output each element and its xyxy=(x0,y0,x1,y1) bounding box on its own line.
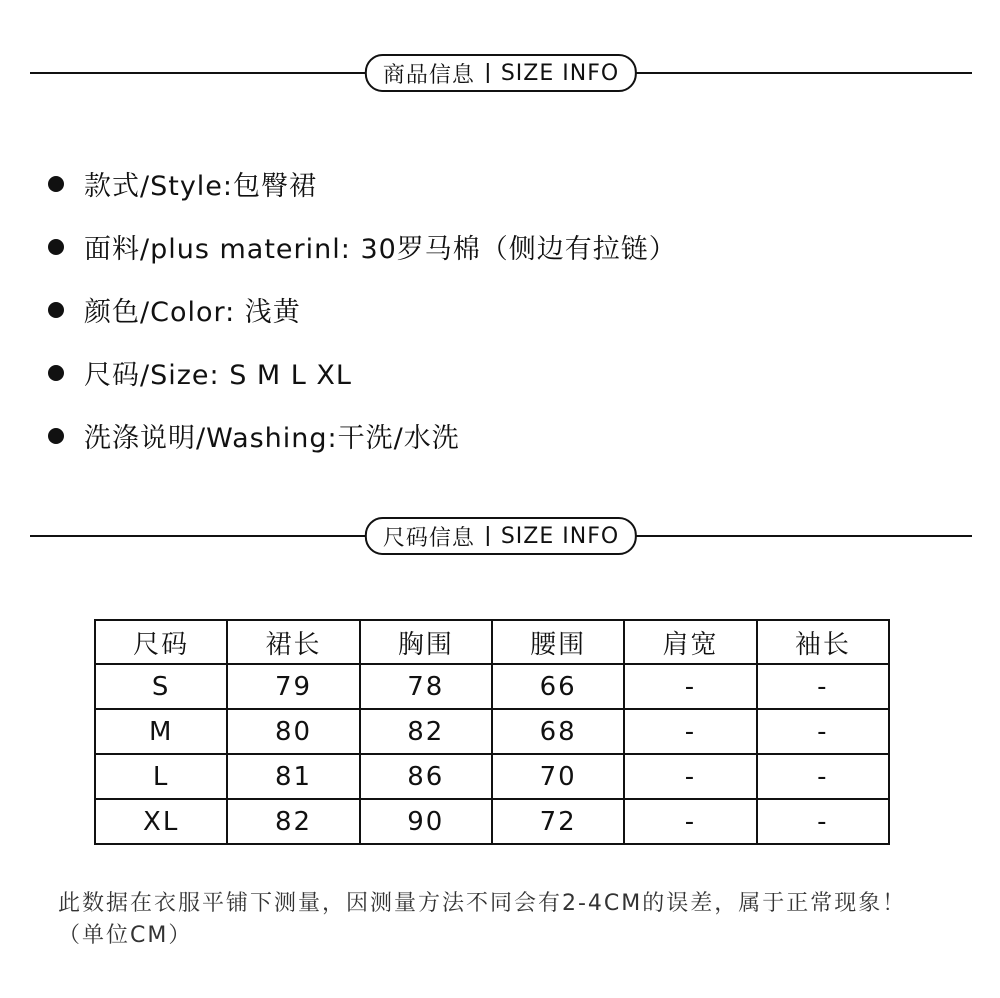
column-header-shoulder: 肩宽 xyxy=(624,620,756,664)
header-separator xyxy=(487,526,489,546)
table-cell: - xyxy=(624,754,756,799)
table-cell: 82 xyxy=(360,709,492,754)
table-cell: 70 xyxy=(492,754,624,799)
spec-size xyxy=(48,341,677,404)
header-title-en: SIZE INFO xyxy=(500,523,620,549)
table-cell: - xyxy=(624,664,756,709)
column-header-sleeve: 袖长 xyxy=(757,620,889,664)
product-info-header xyxy=(30,53,972,93)
spec-text: 洗涤说明/Washing:干洗/水洗 xyxy=(84,423,460,454)
table-header-row xyxy=(95,620,889,664)
spec-text: 尺码/Size: S M L XL xyxy=(84,360,352,391)
table-row xyxy=(95,709,889,754)
table-cell: - xyxy=(757,709,889,754)
table-cell: 68 xyxy=(492,709,624,754)
table-cell: 72 xyxy=(492,799,624,844)
column-header-waist: 腰围 xyxy=(492,620,624,664)
table-cell: L xyxy=(95,754,227,799)
header-separator xyxy=(487,63,489,83)
spec-washing xyxy=(48,404,677,467)
table-cell: 66 xyxy=(492,664,624,709)
header-pill xyxy=(365,517,637,555)
table-cell: S xyxy=(95,664,227,709)
table-cell: XL xyxy=(95,799,227,844)
table-cell: - xyxy=(757,664,889,709)
bullet-icon xyxy=(48,176,64,192)
table-cell: M xyxy=(95,709,227,754)
table-row xyxy=(95,799,889,844)
table-cell: 90 xyxy=(360,799,492,844)
column-header-skirt-length: 裙长 xyxy=(227,620,359,664)
header-title-en: SIZE INFO xyxy=(500,60,620,86)
column-header-size: 尺码 xyxy=(95,620,227,664)
product-spec-list xyxy=(48,152,677,467)
table-cell: - xyxy=(624,799,756,844)
header-title-zh: 商品信息 xyxy=(382,62,475,88)
table-cell: 82 xyxy=(227,799,359,844)
spec-color xyxy=(48,278,677,341)
table-cell: 86 xyxy=(360,754,492,799)
spec-text: 颜色/Color: 浅黄 xyxy=(84,297,301,328)
table-row xyxy=(95,664,889,709)
bullet-icon xyxy=(48,428,64,444)
spec-text: 面料/plus materinl: 30罗马棉（侧边有拉链） xyxy=(84,234,677,265)
bullet-icon xyxy=(48,302,64,318)
table-cell: 81 xyxy=(227,754,359,799)
table-cell: - xyxy=(757,754,889,799)
header-title-zh: 尺码信息 xyxy=(382,525,475,551)
column-header-bust: 胸围 xyxy=(360,620,492,664)
table-cell: 78 xyxy=(360,664,492,709)
table-cell: - xyxy=(624,709,756,754)
table-cell: 79 xyxy=(227,664,359,709)
spec-material xyxy=(48,215,677,278)
size-info-header xyxy=(30,516,972,556)
measurement-note: 此数据在衣服平铺下测量，因测量方法不同会有2-4CM的误差，属于正常现象！（单位CM） xyxy=(58,891,907,948)
size-table xyxy=(94,619,890,845)
spec-text: 款式/Style:包臀裙 xyxy=(84,171,318,202)
bullet-icon xyxy=(48,365,64,381)
bullet-icon xyxy=(48,239,64,255)
spec-style xyxy=(48,152,677,215)
table-cell: 80 xyxy=(227,709,359,754)
header-pill xyxy=(365,54,637,92)
table-cell: - xyxy=(757,799,889,844)
table-row xyxy=(95,754,889,799)
